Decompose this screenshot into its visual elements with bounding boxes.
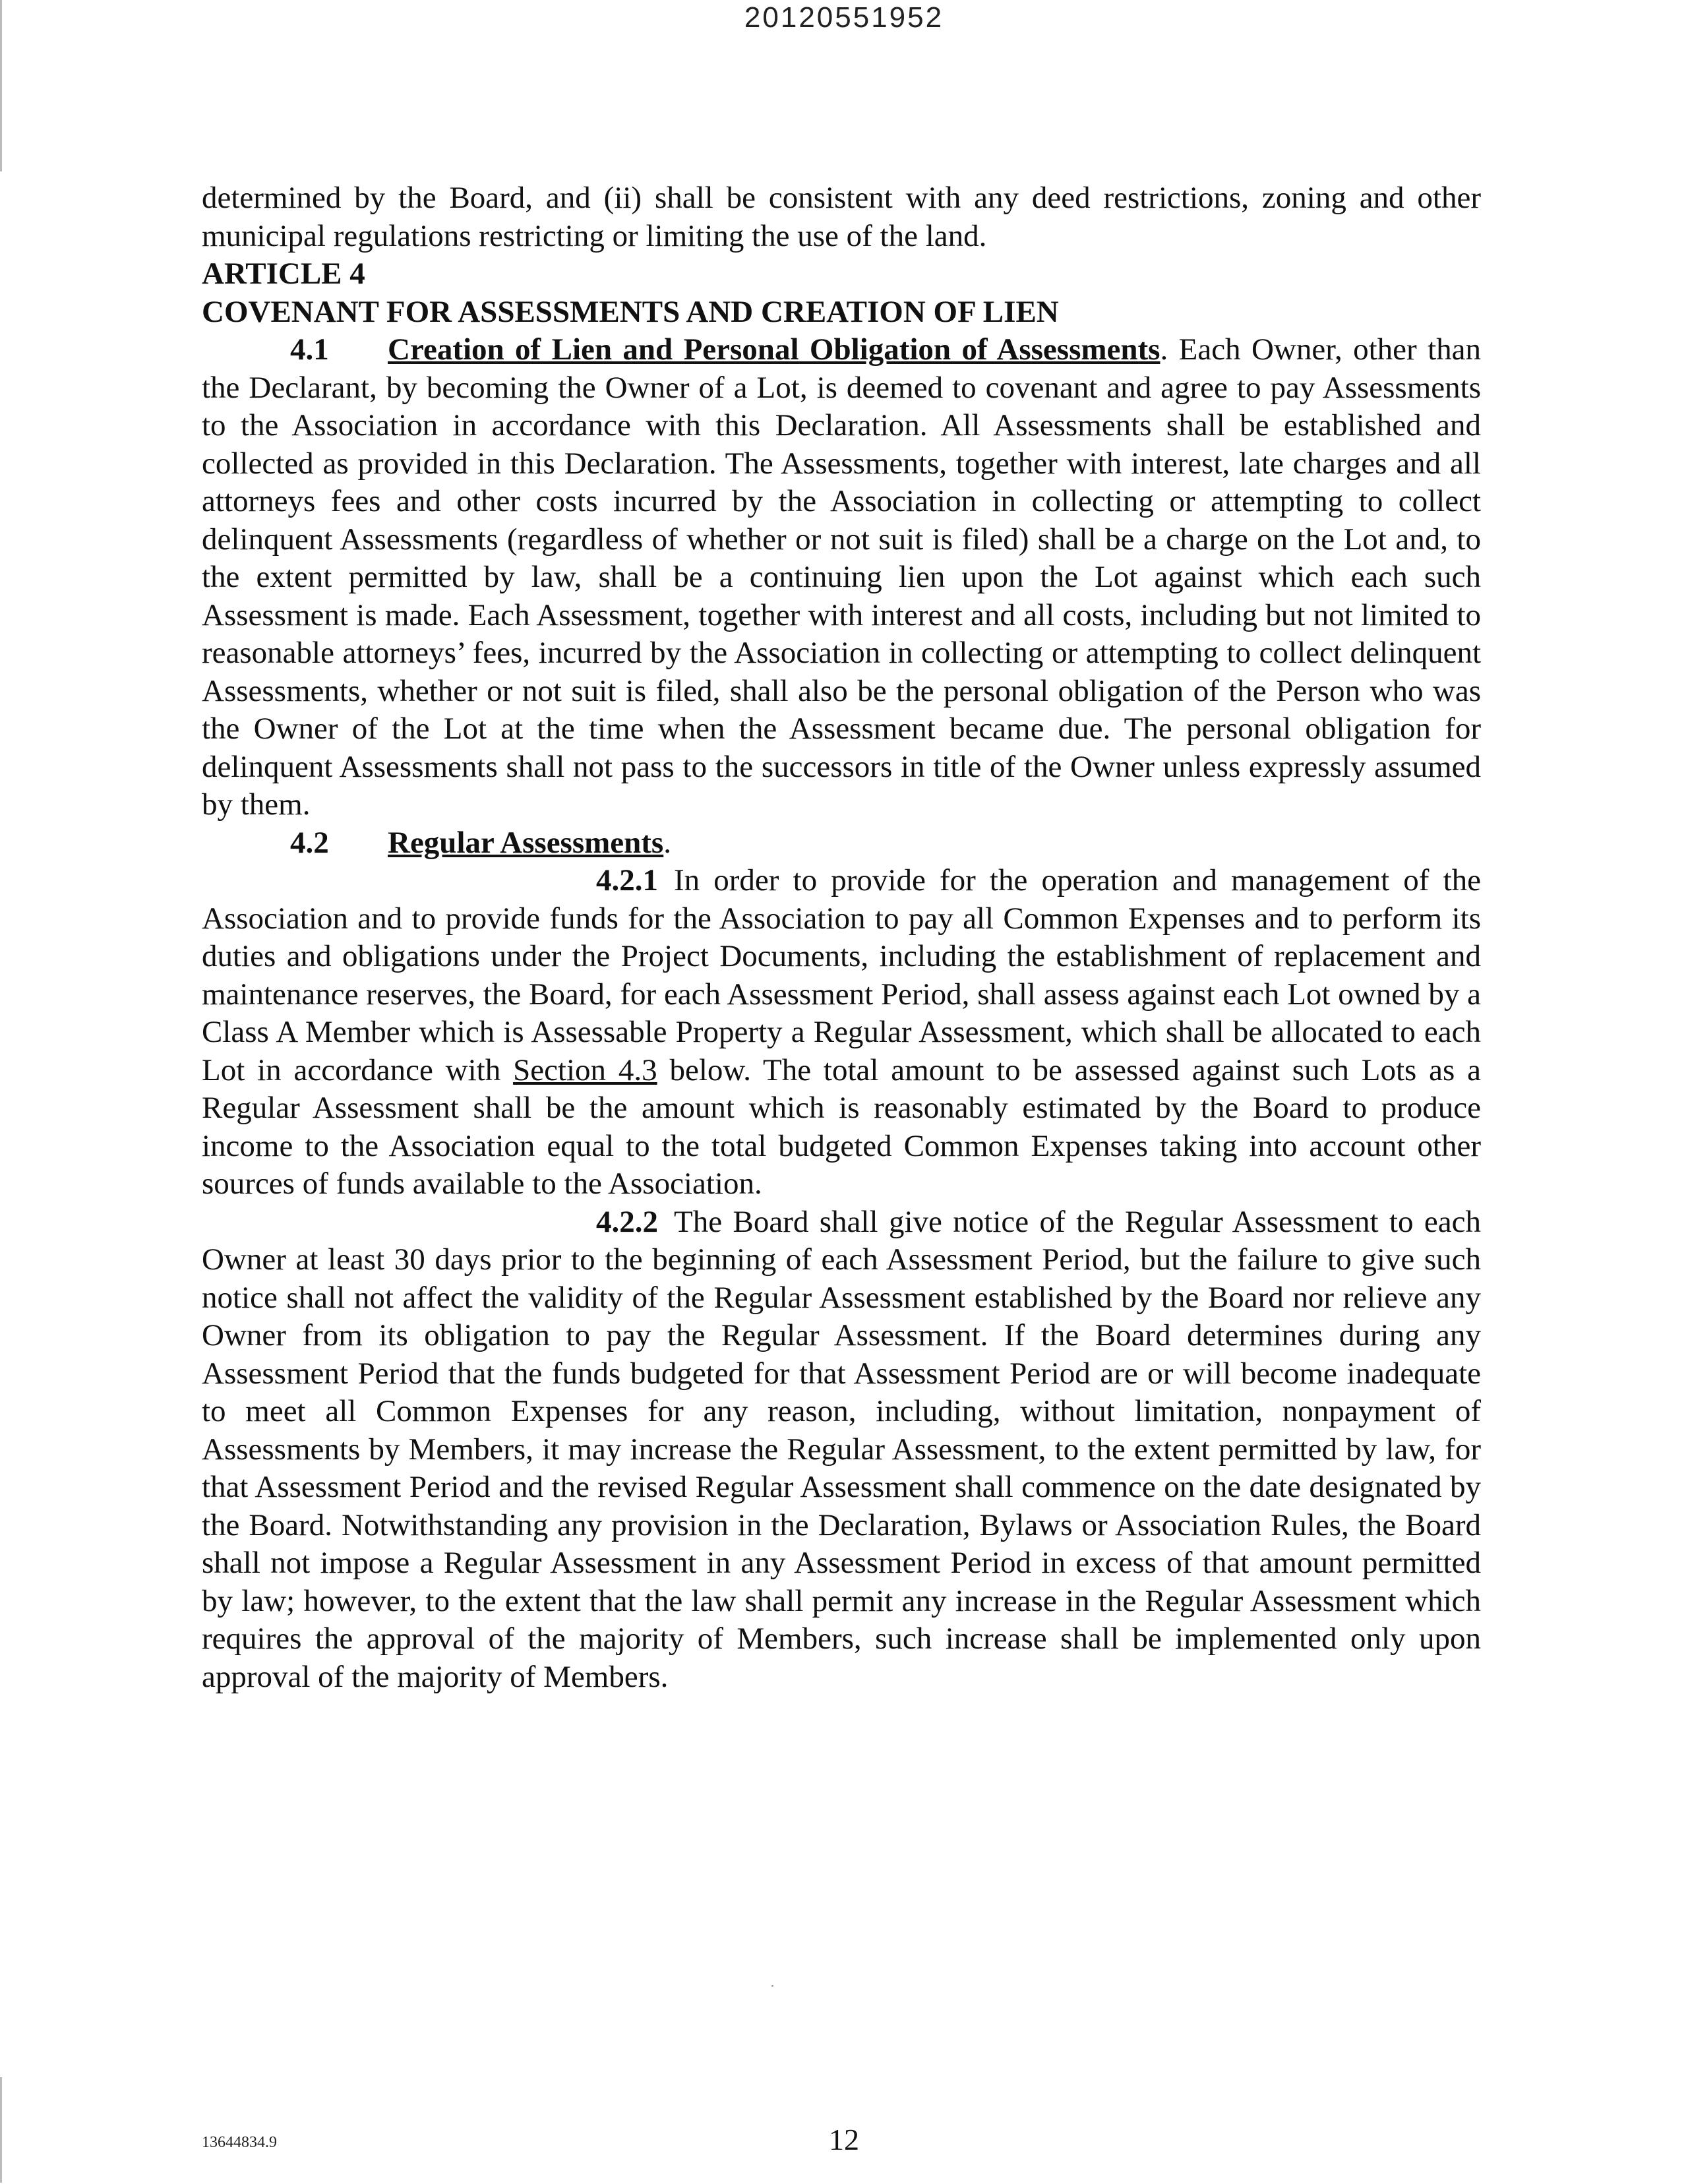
page-number: 12 [829,2123,859,2156]
section-body: Each Owner, other than the Declarant, by becoming the Owner of a Lot, is deemed to covenant and agree to pay Assessments to the Association in accordance with this Declaration. All Assessments shall be established and collected as provided in this Declaration. The Assessments, together with interest, late charges and all attorneys fees and other costs incurred by the Association in collecting or attempting to collect delinquent Assessments (regardless of whether or not suit is filed) shall be a charge on the Lot and, to the extent permitted by law, shall be a continuing lien upon the Lot against which each such Assessment is made. Each Assessment, together with interest and all costs, including but not limited to reasonable attorneys’ fees, incurred by the Association in collecting or attempting to collect delinquent Assessments, whether or not suit is filed, shall also be the personal obligation of the Person who was the Owner of the Lot at the time when the Assessment became due. The personal obligation for delinquent Assessments shall not pass to the successors in title of the Owner unless expressly assumed by them. [202,332,1482,822]
section-heading: Regular Assessments [388,825,664,860]
scan-speck [771,1985,773,1987]
section-4-2-1 [202,862,1481,1203]
intro-paragraph: determined by the Board, and (ii) shall be consistent with any deed restrictions, zoning and other municipal regulations restricting or limiting the use of the land. [202,181,1481,253]
heading-period: . [1160,332,1168,367]
section-number: 4.1 [290,332,329,367]
section-4-1 [202,331,1481,824]
subsection-body: The Board shall give notice of the Regular Assessment to each Owner at least 30 days prior to the beginning of each Assessment Period, but the failure to give such notice shall not affect the validity of the Regular Assessment established by the Board nor relieve any Owner from its obligation to pay the Regular Assessment. If the Board determines during any Assessment Period that the funds budgeted for that Assessment Period are or will become inadequate to meet all Common Expenses for any reason, including, without limitation, nonpayment of Assessments by Members, it may increase the Regular Assessment, to the extent permitted by law, for that Assessment Period and the revised Regular Assessment shall commence on the date designated by the Board. Notwithstanding any provision in the Declaration, Bylaws or Association Rules, the Board shall not impose a Regular Assessment in any Assessment Period in excess of that amount permitted by law; however, to the extent that the law shall permit any increase in the Regular Assessment which requires the approval of the majority of Members, such increase shall be implemented only upon approval of the majority of Members. [202,1204,1481,1694]
article-number: ARTICLE 4 [202,257,365,291]
document-number: 20120551952 [744,1,944,34]
section-heading: Creation of Lien and Personal Obligation of Assessments [388,332,1160,367]
subsection-number: 4.2.2 [596,1204,658,1239]
section-4-2 [202,824,1481,863]
heading-period: . [663,825,671,860]
section-4-2-2 [202,1203,1481,1697]
document-body [202,179,1481,1696]
left-margin-mark [0,0,2,171]
subsection-number: 4.2.1 [596,863,658,897]
section-reference: Section 4.3 [513,1052,657,1087]
article-title: COVENANT FOR ASSESSMENTS AND CREATION OF LIEN [202,294,1059,329]
section-number: 4.2 [290,825,329,860]
subsection-body: In order to provide for the operation and management of the Association and to provide funds for the Association to pay all Common Expenses and to perform its duties and obligations under the Project Documents, including the establishment of replacement and maintenance reserves, the Board, for each Assessment Period, shall assess against each Lot owned by a Class A Member which is Assessable Property a Regular Assessment, which shall be allocated to each Lot in accordance with [202,863,1481,1087]
footer-document-id: 13644834.9 [202,2134,277,2151]
subsection-body-continued: below. The total amount to be assessed against such Lots as a Regular Assessment shall be the amount which is reasonably estimated by the Board to produce income to the Association equal to the total budgeted Common Expenses taking into account other sources of funds available to the Association. [202,1052,1482,1201]
